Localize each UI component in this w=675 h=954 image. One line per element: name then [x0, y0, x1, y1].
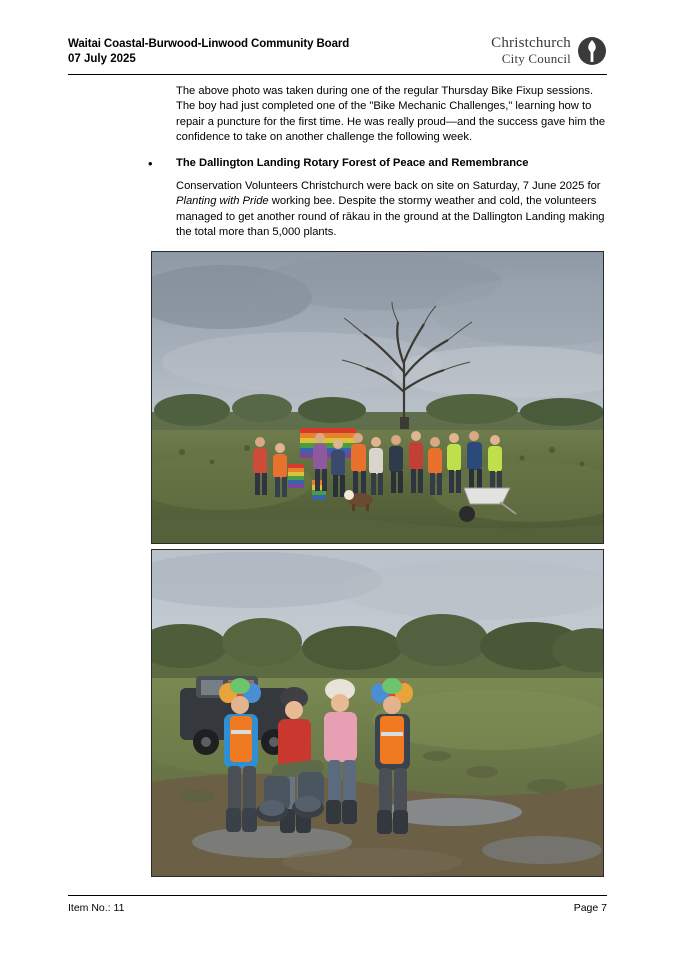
page-number: Page 7 — [573, 902, 607, 914]
council-logo-line1: Christchurch — [491, 35, 571, 52]
paragraph-text-before-italic: Conservation Volunteers Christchurch were back on site on Saturday, 7 June 2025 for — [176, 180, 601, 193]
group-photo-rainbow-flag — [151, 251, 604, 544]
page-footer — [68, 902, 607, 914]
bullet-marker-icon: • — [148, 155, 153, 171]
page-header — [68, 36, 607, 72]
board-name: Waitai Coastal-Burwood-Linwood Community Board — [68, 38, 350, 50]
council-logo-text — [491, 36, 571, 65]
volunteers-lifting-person-photo — [151, 549, 604, 877]
meeting-date: 07 July 2025 — [68, 53, 136, 65]
council-logo — [491, 36, 607, 66]
bullet-dallington-landing — [148, 155, 607, 171]
page-content — [148, 84, 607, 251]
paragraph-italic-phrase: Planting with Pride — [176, 195, 269, 208]
item-number: Item No.: 11 — [68, 902, 125, 914]
council-logo-line2: City Council — [501, 51, 571, 67]
footer-divider — [68, 895, 607, 896]
council-crest-icon — [577, 36, 607, 66]
paragraph-text-after-italic: working bee. Despite the stormy weather and cold, the volunteers managed to get another round of rākau in the ground at the Dallington Landing making the total more than 5,000 plants. — [176, 195, 605, 239]
paragraph-planting-with-pride — [176, 179, 607, 241]
header-title-block — [68, 36, 349, 65]
bullet-heading: The Dallington Landing Rotary Forest of Peace and Remembrance — [176, 156, 529, 169]
paragraph-bike-fixup: The above photo was taken during one of the regular Thursday Bike Fixup sessions. The boy had just completed one of the "Bike Mechanic Challenges," learning how to repair a puncture for the first time. He was really proud—and the success gave him the confidence to take on another challenge the following week. — [176, 85, 606, 144]
header-divider — [68, 74, 607, 75]
